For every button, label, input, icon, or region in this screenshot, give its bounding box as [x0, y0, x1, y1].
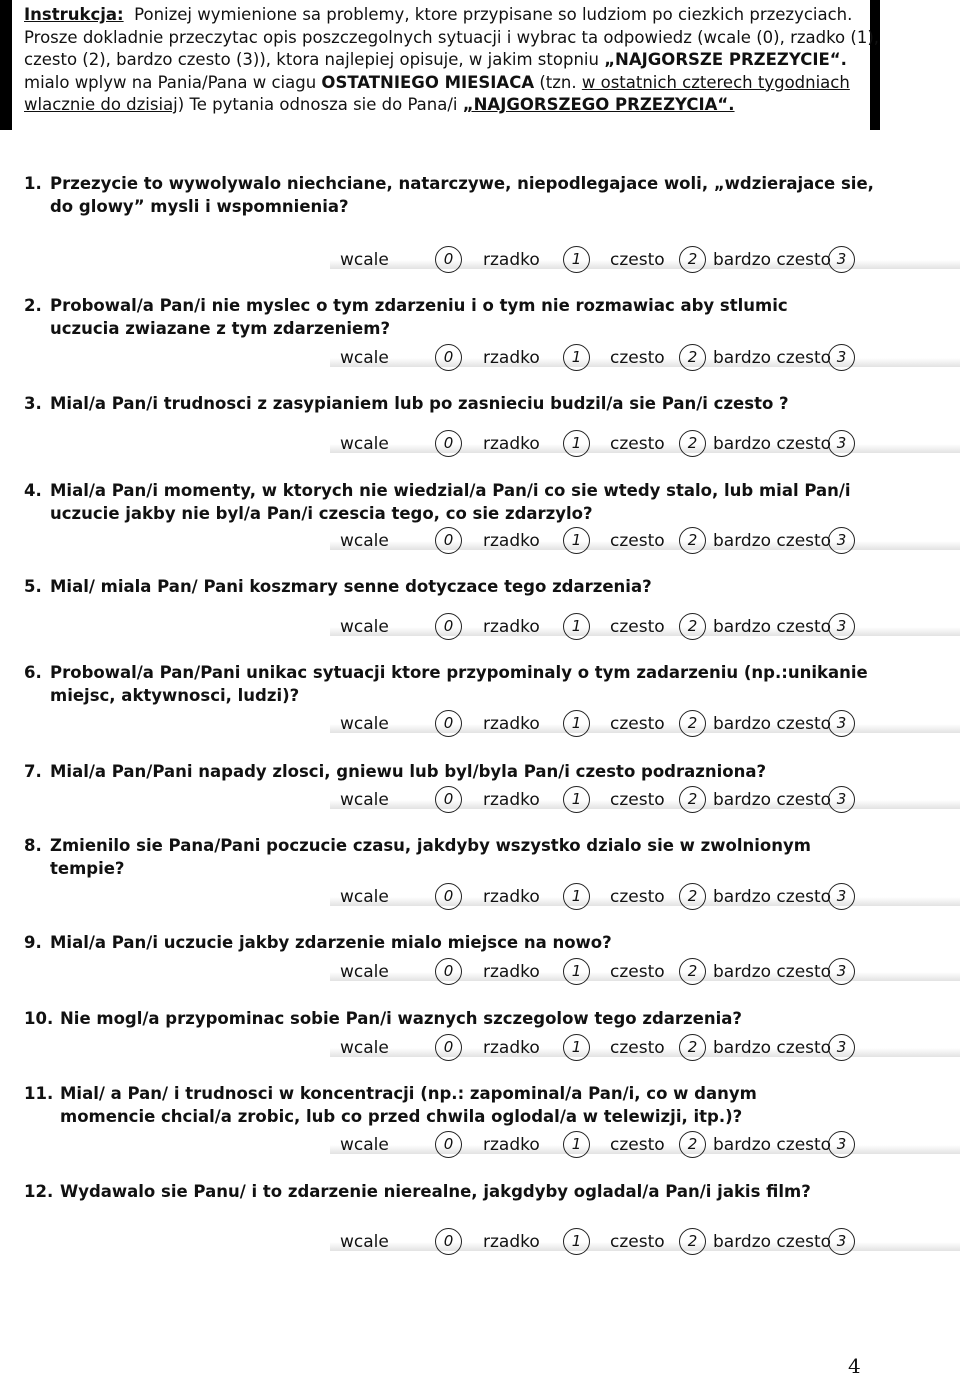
question-number: 9.	[24, 933, 42, 952]
question-number: 11.	[24, 1084, 54, 1103]
answer-option-1[interactable]: 1	[563, 430, 590, 457]
question-number: 7.	[24, 762, 42, 781]
answer-label: bardzo czesto	[713, 348, 832, 368]
answer-label: bardzo czesto	[713, 887, 832, 907]
answer-option-0[interactable]: 0	[435, 958, 462, 985]
answer-option-0[interactable]: 0	[435, 1034, 462, 1061]
question-number: 8.	[24, 836, 42, 855]
answer-option-1[interactable]: 1	[563, 1034, 590, 1061]
instructions-emphasis-3: „NAJGORSZEGO PRZEZYCIA“.	[462, 95, 735, 114]
answer-label: wcale	[340, 348, 389, 368]
instructions-emphasis-1: „NAJGORSZE PRZEZYCIE“.	[604, 50, 847, 69]
answer-label: czesto	[610, 250, 665, 270]
answer-label: wcale	[340, 1038, 389, 1058]
answer-label: czesto	[610, 790, 665, 810]
answer-label: bardzo czesto	[713, 434, 832, 454]
answer-option-2[interactable]: 2	[679, 613, 706, 640]
instructions-line-5: ) Te pytania odnosza sie do Pana/i	[177, 95, 463, 114]
answer-label: czesto	[610, 531, 665, 551]
question-number: 4.	[24, 481, 42, 500]
answer-label: bardzo czesto	[713, 714, 832, 734]
answer-option-1[interactable]: 1	[563, 958, 590, 985]
answer-label: wcale	[340, 434, 389, 454]
answer-label: bardzo czesto	[713, 250, 832, 270]
answer-option-0[interactable]: 0	[435, 786, 462, 813]
question-text-line: momencie chcial/a zrobic, lub co przed chwila oglodal/a w telewizji, itp.)?	[60, 1107, 743, 1126]
answer-label: wcale	[340, 962, 389, 982]
answer-option-0[interactable]: 0	[435, 1228, 462, 1255]
question-number: 1.	[24, 174, 42, 193]
question-3	[24, 392, 924, 415]
answer-option-3[interactable]: 3	[828, 344, 855, 371]
question-1	[24, 172, 924, 218]
answer-option-1[interactable]: 1	[563, 883, 590, 910]
instructions-line-4-paren: (tzn.	[534, 72, 582, 92]
answer-option-2[interactable]: 2	[679, 1034, 706, 1061]
answer-option-2[interactable]: 2	[679, 958, 706, 985]
question-9	[24, 931, 924, 954]
answer-label: rzadko	[483, 790, 540, 810]
instructions-underlined-1: w ostatnich czterech tygodniach	[581, 72, 850, 92]
answer-label: bardzo czesto	[713, 531, 832, 551]
answer-label: czesto	[610, 887, 665, 907]
answer-option-0[interactable]: 0	[435, 344, 462, 371]
question-text-line: Mial/a Pan/Pani napady zlosci, gniewu lub byl/byla Pan/i czesto podrazniona?	[50, 762, 767, 781]
question-4	[24, 479, 924, 525]
question-text-line: Mial/a Pan/i trudnosci z zasypianiem lub po zasnieciu budzil/a sie Pan/i czesto ?	[50, 394, 789, 413]
instructions-underlined-2: wlacznie do dzisiaj	[24, 95, 178, 114]
question-11	[24, 1082, 924, 1128]
answer-label: wcale	[340, 714, 389, 734]
question-number: 6.	[24, 663, 42, 682]
page-number: 4	[848, 1354, 861, 1378]
answer-label: rzadko	[483, 1232, 540, 1252]
answer-label: bardzo czesto	[713, 1232, 832, 1252]
question-text-line: tempie?	[50, 859, 125, 878]
answer-label: bardzo czesto	[713, 962, 832, 982]
question-number: 10.	[24, 1009, 54, 1028]
question-text-line: Przezycie to wywolywalo niechciane, natarczywe, niepodlegajace woli, „wdzierajace sie,	[50, 174, 874, 193]
answer-label: rzadko	[483, 250, 540, 270]
instructions-line-3: czesto (2), bardzo czesto (3)), ktora najlepiej opisuje, w jakim stopniu	[24, 50, 605, 69]
question-text-line: Probowal/a Pan/i nie myslec o tym zdarzeniu i o tym nie rozmawiac aby stlumic	[50, 296, 788, 315]
instructions-line-2: Prosze dokladnie przeczytac opis poszczegolnych sytuacji i wybrac ta odpowiedz (wcale (0), rzadko (1),	[24, 27, 880, 47]
answer-label: czesto	[610, 714, 665, 734]
question-text-line: Mial/ miala Pan/ Pani koszmary senne dotyczace tego zdarzenia?	[50, 577, 652, 596]
answer-option-1[interactable]: 1	[563, 710, 590, 737]
answer-label: rzadko	[483, 1038, 540, 1058]
answer-label: czesto	[610, 1232, 665, 1252]
answer-option-2[interactable]: 2	[679, 883, 706, 910]
answer-option-0[interactable]: 0	[435, 1131, 462, 1158]
question-text-line: uczucia zwiazane z tym zdarzeniem?	[50, 319, 391, 338]
question-text-line: Zmienilo sie Pana/Pani poczucie czasu, jakdyby wszystko dzialo sie w zwolnionym	[50, 836, 811, 855]
question-6	[24, 661, 924, 707]
answer-label: bardzo czesto	[713, 790, 832, 810]
answer-option-2[interactable]: 2	[679, 786, 706, 813]
instructions-heading: Instrukcja:	[24, 5, 124, 24]
question-10	[24, 1007, 924, 1030]
answer-option-1[interactable]: 1	[563, 527, 590, 554]
answer-label: bardzo czesto	[713, 1135, 832, 1155]
answer-option-2[interactable]: 2	[679, 246, 706, 273]
answer-option-3[interactable]: 3	[828, 1228, 855, 1255]
question-8	[24, 834, 924, 880]
answer-option-3[interactable]: 3	[828, 527, 855, 554]
question-5	[24, 575, 924, 598]
answer-option-3[interactable]: 3	[828, 883, 855, 910]
answer-label: rzadko	[483, 962, 540, 982]
answer-label: rzadko	[483, 617, 540, 637]
instructions-line-4: mialo wplyw na Pania/Pana w ciagu	[24, 72, 322, 92]
answer-option-1[interactable]: 1	[563, 246, 590, 273]
instructions-line-1: Ponizej wymienione sa problemy, ktore przypisane so ludziom po ciezkich przezyciach.	[134, 5, 853, 24]
answer-option-0[interactable]: 0	[435, 430, 462, 457]
answer-label: wcale	[340, 531, 389, 551]
answer-label: czesto	[610, 434, 665, 454]
answer-label: wcale	[340, 790, 389, 810]
answer-label: czesto	[610, 1135, 665, 1155]
answer-option-2[interactable]: 2	[679, 710, 706, 737]
answer-option-1[interactable]: 1	[563, 1131, 590, 1158]
answer-option-3[interactable]: 3	[828, 786, 855, 813]
answer-option-3[interactable]: 3	[828, 1131, 855, 1158]
answer-label: czesto	[610, 962, 665, 982]
question-7	[24, 760, 924, 783]
instructions-emphasis-2: OSTATNIEGO MIESIACA	[321, 72, 535, 92]
question-text-line: miejsc, aktywnosci, ludzi)?	[50, 686, 300, 705]
answer-option-0[interactable]: 0	[435, 710, 462, 737]
answer-option-1[interactable]: 1	[563, 613, 590, 640]
answer-label: czesto	[610, 617, 665, 637]
answer-label: wcale	[340, 617, 389, 637]
answer-label: rzadko	[483, 714, 540, 734]
question-2	[24, 294, 924, 340]
answer-label: rzadko	[483, 434, 540, 454]
question-text-line: Mial/a Pan/i momenty, w ktorych nie wiedzial/a Pan/i co sie wtedy stalo, lub mial Pan/i	[50, 481, 851, 500]
answer-option-3[interactable]: 3	[828, 430, 855, 457]
instructions	[24, 4, 880, 117]
question-text-line: uczucie jakby nie byl/a Pan/i czescia tego, co sie zdarzylo?	[50, 504, 593, 523]
answer-option-1[interactable]: 1	[563, 344, 590, 371]
answer-label: bardzo czesto	[713, 1038, 832, 1058]
answer-label: wcale	[340, 250, 389, 270]
answer-option-0[interactable]: 0	[435, 527, 462, 554]
answer-option-3[interactable]: 3	[828, 958, 855, 985]
answer-option-3[interactable]: 3	[828, 710, 855, 737]
question-text-line: Mial/a Pan/i uczucie jakby zdarzenie mialo miejsce na nowo?	[50, 933, 612, 952]
question-text-line: Nie mogl/a przypominac sobie Pan/i waznych szczegolow tego zdarzenia?	[60, 1009, 742, 1028]
answer-label: czesto	[610, 1038, 665, 1058]
question-number: 12.	[24, 1182, 54, 1201]
answer-label: wcale	[340, 887, 389, 907]
answer-label: wcale	[340, 1135, 389, 1155]
answer-label: rzadko	[483, 1135, 540, 1155]
answer-option-0[interactable]: 0	[435, 613, 462, 640]
answer-label: rzadko	[483, 887, 540, 907]
answer-option-0[interactable]: 0	[435, 883, 462, 910]
question-number: 2.	[24, 296, 42, 315]
answer-label: wcale	[340, 1232, 389, 1252]
answer-option-0[interactable]: 0	[435, 246, 462, 273]
question-text-line: Wydawalo sie Panu/ i to zdarzenie nierealne, jakgdyby ogladal/a Pan/i jakis film?	[60, 1182, 811, 1201]
answer-option-2[interactable]: 2	[679, 430, 706, 457]
answer-option-3[interactable]: 3	[828, 613, 855, 640]
answer-option-2[interactable]: 2	[679, 344, 706, 371]
question-text-line: Probowal/a Pan/Pani unikac sytuacji ktore przypominaly o tym zadarzeniu (np.:unikanie	[50, 663, 868, 682]
question-12	[24, 1180, 924, 1203]
answer-option-2[interactable]: 2	[679, 1228, 706, 1255]
answer-option-1[interactable]: 1	[563, 1228, 590, 1255]
answer-option-1[interactable]: 1	[563, 786, 590, 813]
answer-option-2[interactable]: 2	[679, 527, 706, 554]
question-number: 3.	[24, 394, 42, 413]
answer-label: rzadko	[483, 348, 540, 368]
answer-option-3[interactable]: 3	[828, 1034, 855, 1061]
answer-option-3[interactable]: 3	[828, 246, 855, 273]
answer-option-2[interactable]: 2	[679, 1131, 706, 1158]
question-number: 5.	[24, 577, 42, 596]
question-text-line: Mial/ a Pan/ i trudnosci w koncentracji (np.: zapominal/a Pan/i, co w danym	[60, 1084, 757, 1103]
answer-label: bardzo czesto	[713, 617, 832, 637]
answer-label: rzadko	[483, 531, 540, 551]
answer-label: czesto	[610, 348, 665, 368]
question-text-line: do glowy” mysli i wspomnienia?	[50, 197, 349, 216]
